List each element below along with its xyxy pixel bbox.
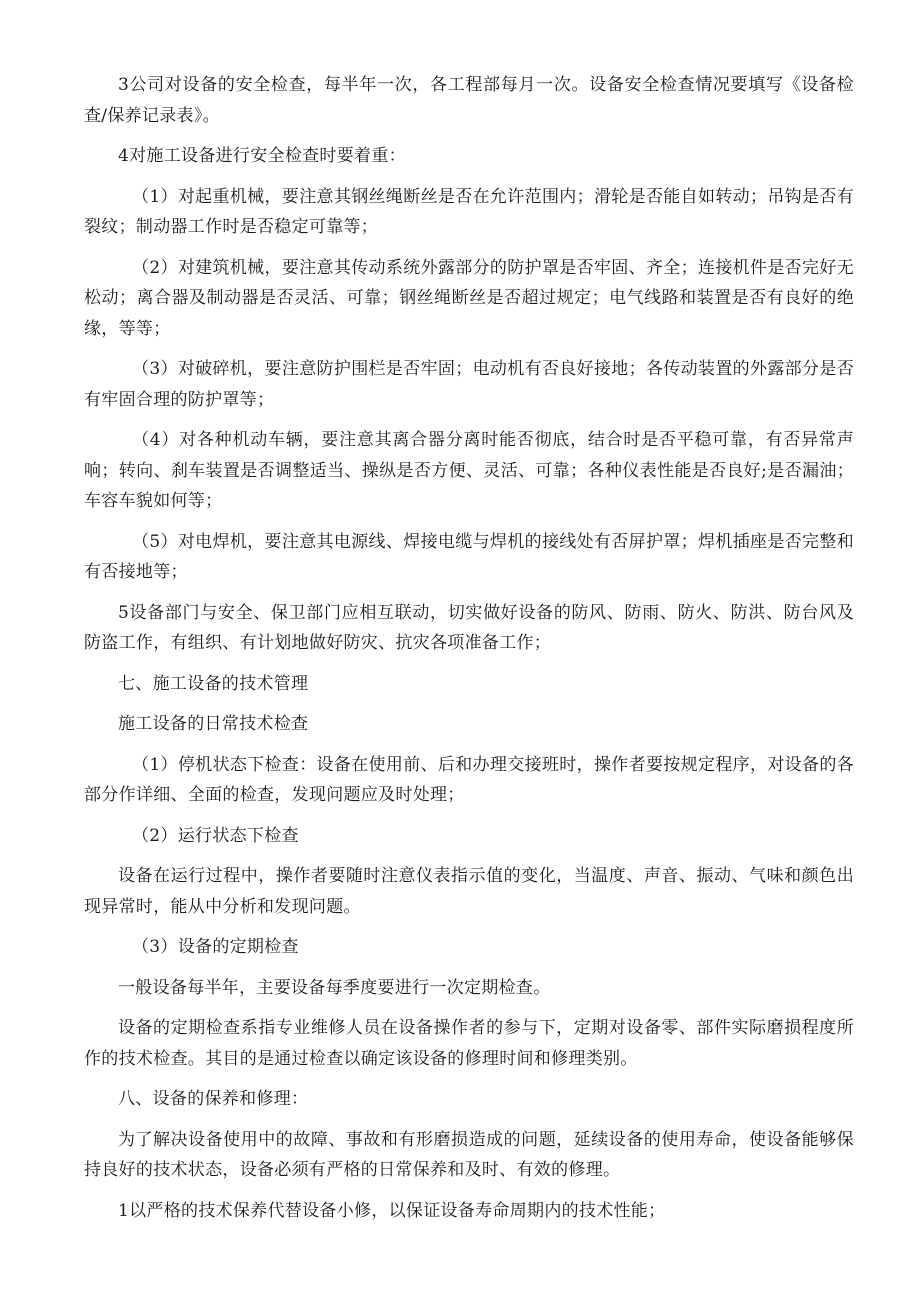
paragraph-gap xyxy=(84,243,854,253)
paragraph-maintenance-purpose: 为了解决设备使用中的故障、事故和有形磨损造成的问题，延续设备的使用寿命，使设备能够保持良好的技术状态，设备必须有严格的日常保养和及时、有效的修理。 xyxy=(84,1129,854,1180)
paragraph-gap xyxy=(84,851,854,861)
subheading-periodic-inspection: （3）设备的定期检查 xyxy=(132,937,299,957)
paragraph-gap xyxy=(84,588,854,598)
paragraph-disaster-prevention: 5设备部门与安全、保卫部门应相互联动，切实做好设备的防风、防雨、防火、防洪、防台风及防盗工作，有组织、有计划地做好防灾、抗灾各项准备工作； xyxy=(84,602,854,653)
paragraph-gap xyxy=(84,1074,854,1084)
paragraph-gap xyxy=(84,172,854,182)
paragraph-gap xyxy=(84,963,854,973)
paragraph-crusher: （3）对破碎机，要注意防护围栏是否牢固；电动机有否良好接地；各传动装置的外露部分是否有牢固合理的防护罩等； xyxy=(84,359,854,410)
subheading-daily-technical-inspection: 施工设备的日常技术检查 xyxy=(118,714,309,734)
paragraph-technical-maintenance: 1以严格的技术保养代替设备小修，以保证设备寿命周期内的技术性能； xyxy=(118,1200,666,1221)
paragraph-gap xyxy=(84,922,854,932)
paragraph-running-state-detail: 设备在运行过程中，操作者要随时注意仪表指示值的变化，当温度、声音、振动、气味和颜色出现异常时，能从中分析和发现问题。 xyxy=(84,866,854,917)
section-heading-maintenance-repair: 八、设备的保养和修理： xyxy=(118,1089,309,1109)
paragraph-gap xyxy=(84,699,854,709)
paragraph-gap xyxy=(84,1115,854,1125)
section-heading-technical-management: 七、施工设备的技术管理 xyxy=(118,673,309,694)
document-page xyxy=(84,70,854,1226)
paragraph-gap xyxy=(84,415,854,425)
paragraph-inspection-focus-heading: 4对施工设备进行安全检查时要着重： xyxy=(118,146,406,166)
paragraph-gap xyxy=(84,517,854,527)
paragraph-gap xyxy=(84,811,854,821)
paragraph-crane-machinery: （1）对起重机械，要注意其钢丝绳断丝是否在允许范围内；滑轮是否能自如转动；吊钩是否有裂纹；制动器工作时是否稳定可靠等； xyxy=(84,186,854,237)
paragraph-safety-inspection-frequency: 3公司对设备的安全检查，每半年一次，各工程部每月一次。设备安全检查情况要填写《设备检查/保养记录表》。 xyxy=(84,75,854,126)
paragraph-welding-machine: （5）对电焊机，要注意其电源线、焊接电缆与焊机的接线处有否屏护罩；焊机插座是否完整和有否接地等； xyxy=(84,531,854,582)
paragraph-gap xyxy=(84,344,854,354)
paragraph-periodic-definition: 设备的定期检查系指专业维修人员在设备操作者的参与下，定期对设备零、部件实际磨损程度所作的技术检查。其目的是通过检查以确定该设备的修理时间和修理类别。 xyxy=(84,1018,854,1069)
paragraph-gap xyxy=(84,1003,854,1013)
paragraph-construction-machinery: （2）对建筑机械，要注意其传动系统外露部分的防护罩是否牢固、齐全；连接机件是否完好无松动；离合器及制动器是否灵活、可靠；钢丝绳断丝是否超过规定；电气线路和装置是否有良好的绝缘，等等； xyxy=(84,257,854,339)
paragraph-gap xyxy=(84,740,854,750)
paragraph-stopped-state-inspection: （1）停机状态下检查：设备在使用前、后和办理交接班时，操作者要按规定程序，对设备的各部分作详细、全面的检查，发现问题应及时处理； xyxy=(84,754,854,805)
paragraph-gap xyxy=(84,659,854,669)
subheading-running-state-inspection: （2）运行状态下检查 xyxy=(132,825,299,846)
paragraph-gap xyxy=(84,131,854,141)
paragraph-motor-vehicles: （4）对各种机动车辆，要注意其离合器分离时能否彻底，结合时是否平稳可靠，有否异常声响；转向、刹车装置是否调整适当、操纵是否方便、灵活、可靠；各种仪表性能是否良好;是否漏油；车容车貌如何等； xyxy=(84,430,854,511)
paragraph-gap xyxy=(84,1186,854,1196)
paragraph-periodic-frequency: 一般设备每半年，主要设备每季度要进行一次定期检查。 xyxy=(118,977,551,998)
